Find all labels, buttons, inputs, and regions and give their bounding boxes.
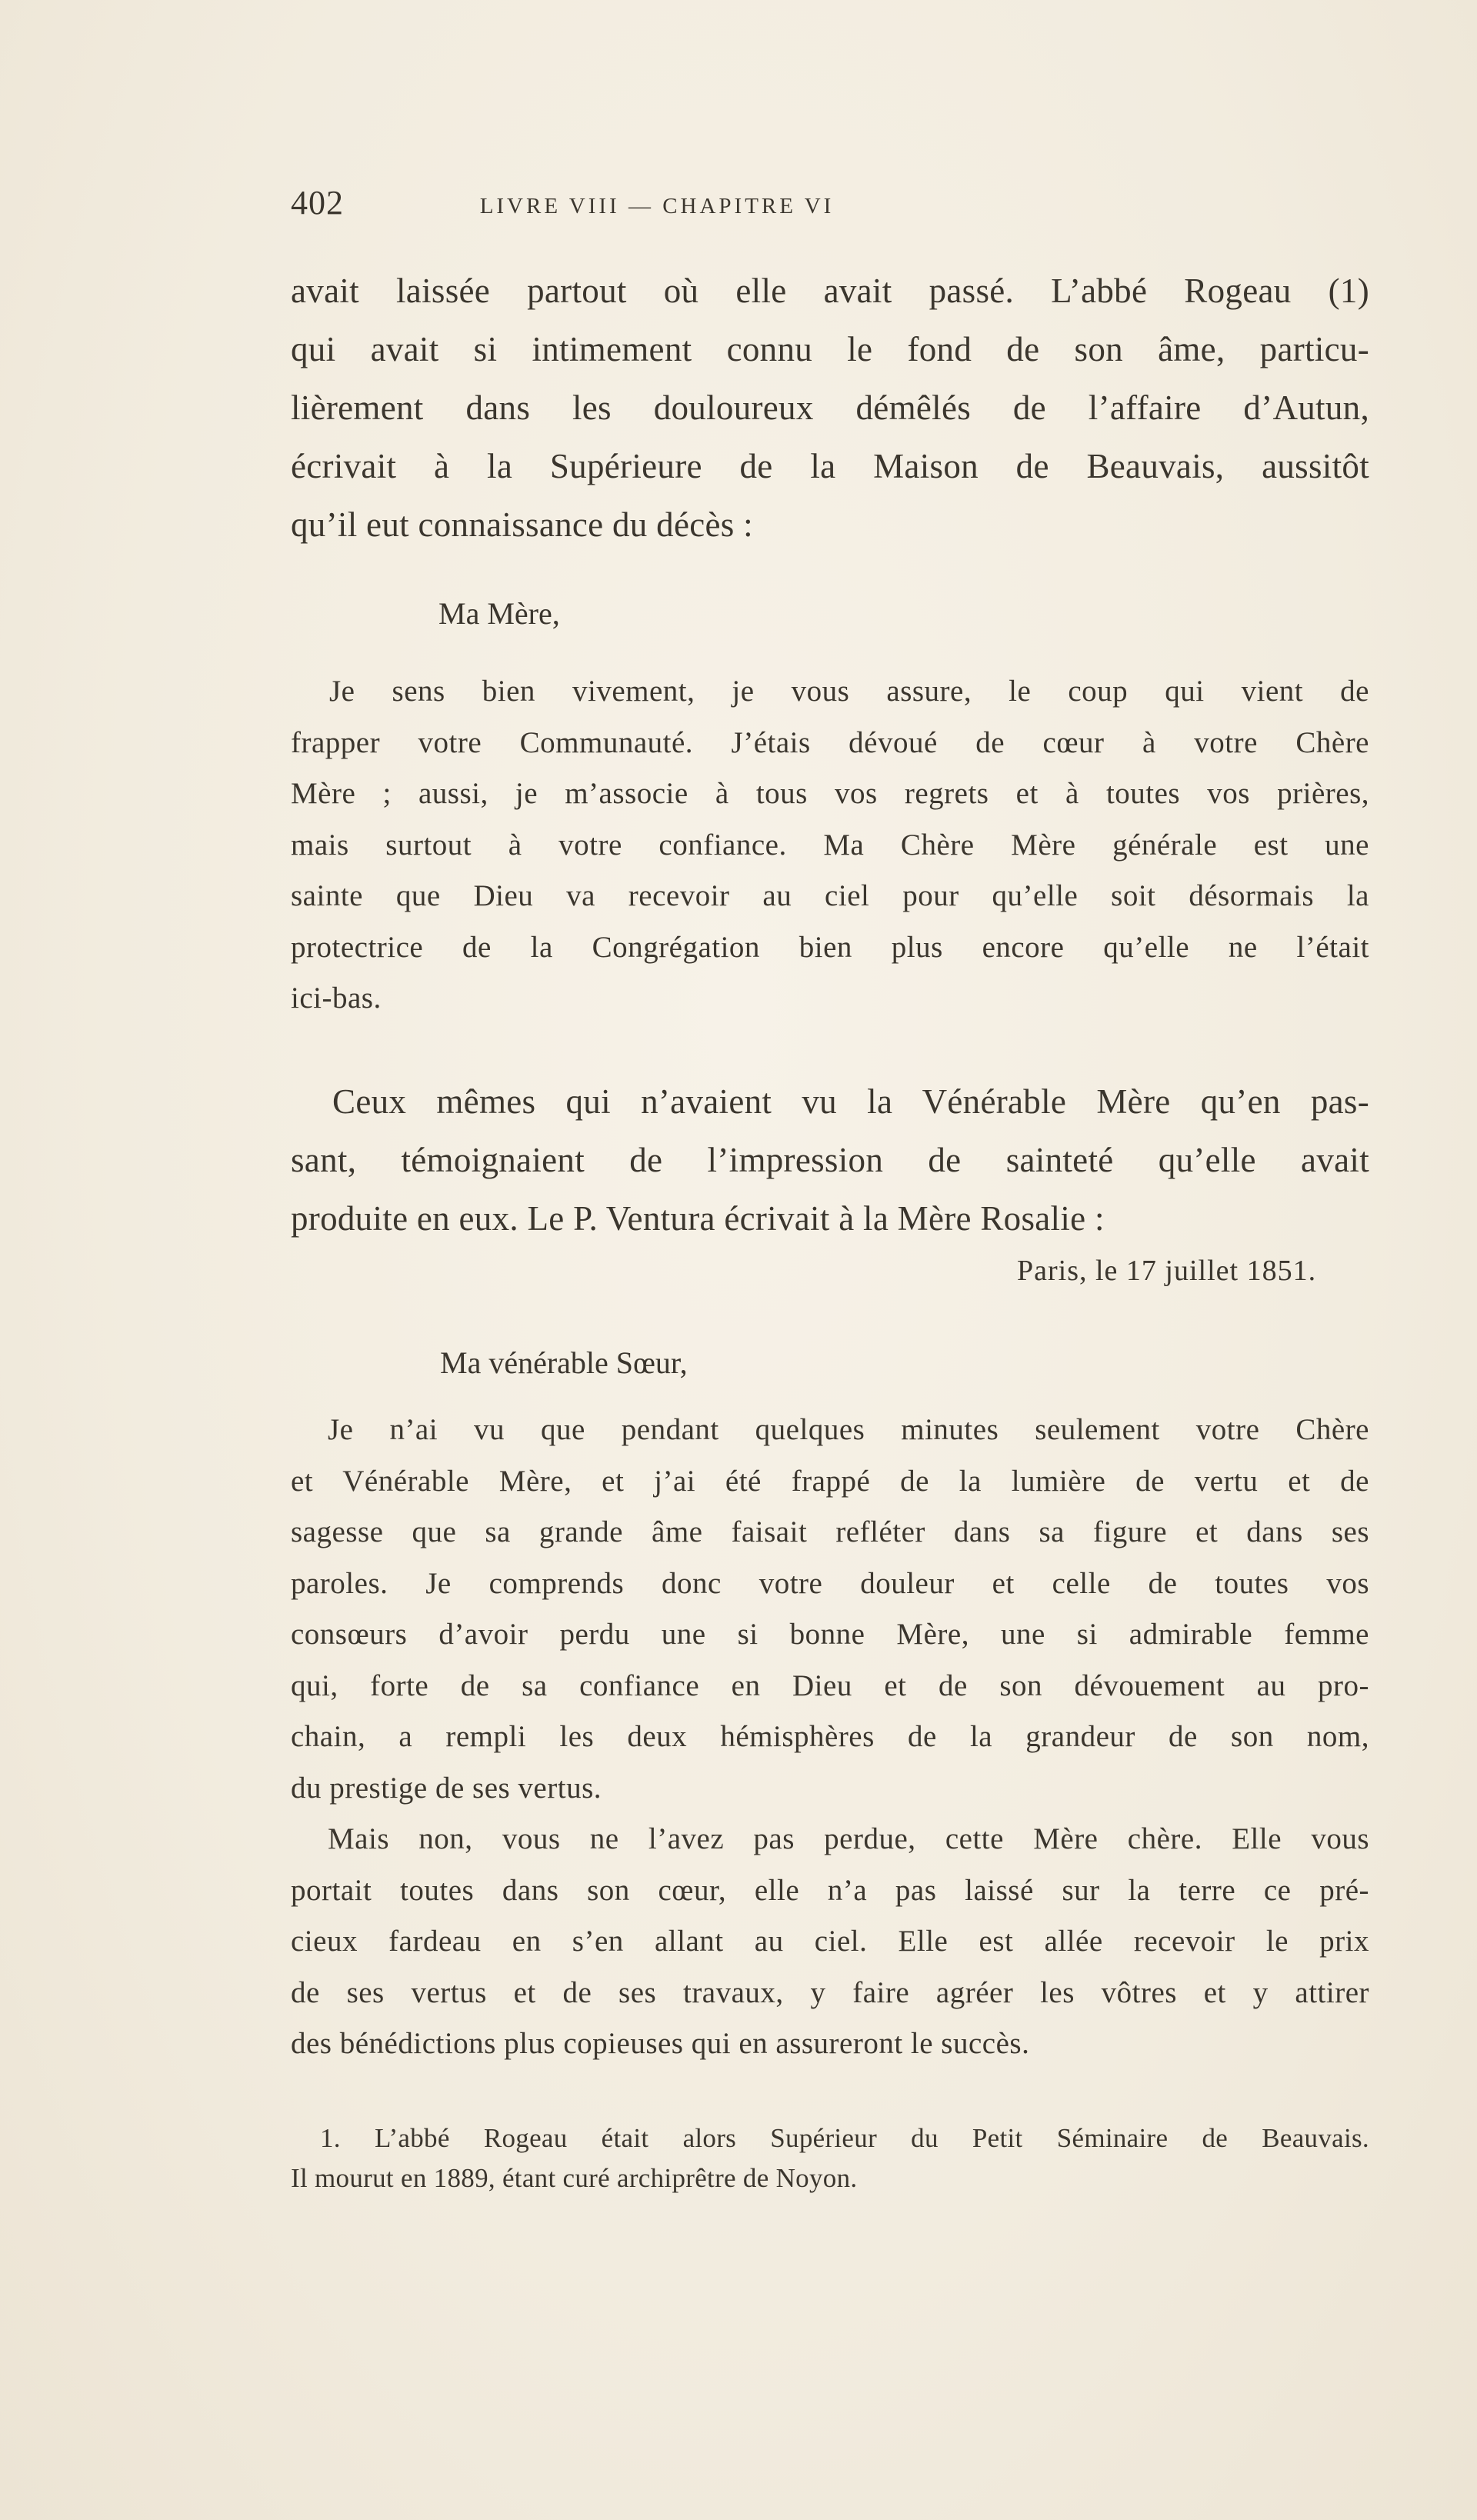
text-line: frapper votre Communauté. J’étais dévoué de cœur à votre Chère bbox=[291, 725, 1369, 759]
letter2-body bbox=[291, 1405, 1369, 2070]
text-line: Mais non, vous ne l’avez pas perdue, cette Mère chère. Elle vous bbox=[328, 1822, 1369, 1855]
footnote-line: 1. L’abbé Rogeau était alors Supérieur du Petit Séminaire de Beauvais. bbox=[320, 2123, 1369, 2153]
page-header bbox=[291, 183, 1062, 229]
text-line: ici-bas. bbox=[291, 982, 382, 1015]
letter1-salutation: Ma Mère, bbox=[438, 596, 560, 631]
text-line: qui, forte de sa confiance en Dieu et de son dévouement au pro- bbox=[291, 1668, 1369, 1702]
paragraph-ventura bbox=[291, 1072, 1369, 1248]
text-line: paroles. Je comprends donc votre douleur et celle de toutes vos bbox=[291, 1566, 1369, 1600]
text-line: produite en eux. Le P. Ventura écrivait à la Mère Rosalie : bbox=[291, 1199, 1105, 1238]
text-line: lièrement dans les douloureux démêlés de l’affaire d’Autun, bbox=[291, 388, 1369, 427]
text-line: mais surtout à votre confiance. Ma Chère Mère générale est une bbox=[291, 828, 1369, 862]
text-line: Je sens bien vivement, je vous assure, le coup qui vient de bbox=[329, 675, 1369, 708]
text-line: sant, témoignaient de l’impression de sainteté qu’elle avait bbox=[291, 1141, 1369, 1179]
text-line: Mère ; aussi, je m’associe à tous vos regrets et à toutes vos prières, bbox=[291, 777, 1369, 810]
text-line: écrivait à la Supérieure de la Maison de Beauvais, aussitôt bbox=[291, 447, 1369, 485]
paragraph-intro bbox=[291, 262, 1369, 554]
text-line: cieux fardeau en s’en allant au ciel. Elle est allée recevoir le prix bbox=[291, 1925, 1369, 1958]
footnote-line: Il mourut en 1889, étant curé archiprêtre de Noyon. bbox=[291, 2163, 858, 2193]
text-line: qu’il eut connaissance du décès : bbox=[291, 505, 753, 544]
running-head: LIVRE VIII — CHAPITRE VI bbox=[479, 194, 835, 218]
text-line: du prestige de ses vertus. bbox=[291, 1771, 602, 1805]
text-line: sainte que Dieu va recevoir au ciel pour qu’elle soit désormais la bbox=[291, 879, 1369, 912]
text-line: consœurs d’avoir perdu une si bonne Mère, une si admirable femme bbox=[291, 1618, 1369, 1651]
text-line: Ceux mêmes qui n’avaient vu la Vénérable Mère qu’en pas- bbox=[332, 1082, 1369, 1121]
text-line: Je n’ai vu que pendant quelques minutes seulement votre Chère bbox=[328, 1413, 1369, 1446]
text-line: des bénédictions plus copieuses qui en assureront le succès. bbox=[291, 2027, 1030, 2060]
text-line: sagesse que sa grande âme faisait refléter dans sa figure et dans ses bbox=[291, 1515, 1369, 1548]
text-line: de ses vertus et de ses travaux, y faire agréer les vôtres et y attirer bbox=[291, 1975, 1369, 2009]
text-line: et Vénérable Mère, et j’ai été frappé de la lumière de vertu et de bbox=[291, 1464, 1369, 1498]
page-number: 402 bbox=[291, 184, 344, 222]
text-line: chain, a rempli les deux hémisphères de la grandeur de son nom, bbox=[291, 1720, 1369, 1753]
letter1-body bbox=[291, 666, 1369, 1025]
text-line: portait toutes dans son cœur, elle n’a pas laissé sur la terre ce pré- bbox=[291, 1873, 1369, 1907]
letter2-dateline: Paris, le 17 juillet 1851. bbox=[1017, 1255, 1317, 1287]
text-line: qui avait si intimement connu le fond de son âme, particu- bbox=[291, 330, 1369, 368]
text-line: protectrice de la Congrégation bien plus encore qu’elle ne l’était bbox=[291, 930, 1369, 964]
text-line: avait laissée partout où elle avait passé. L’abbé Rogeau (1) bbox=[291, 272, 1369, 310]
letter2-salutation: Ma vénérable Sœur, bbox=[440, 1345, 688, 1380]
footnote bbox=[291, 2118, 1369, 2198]
